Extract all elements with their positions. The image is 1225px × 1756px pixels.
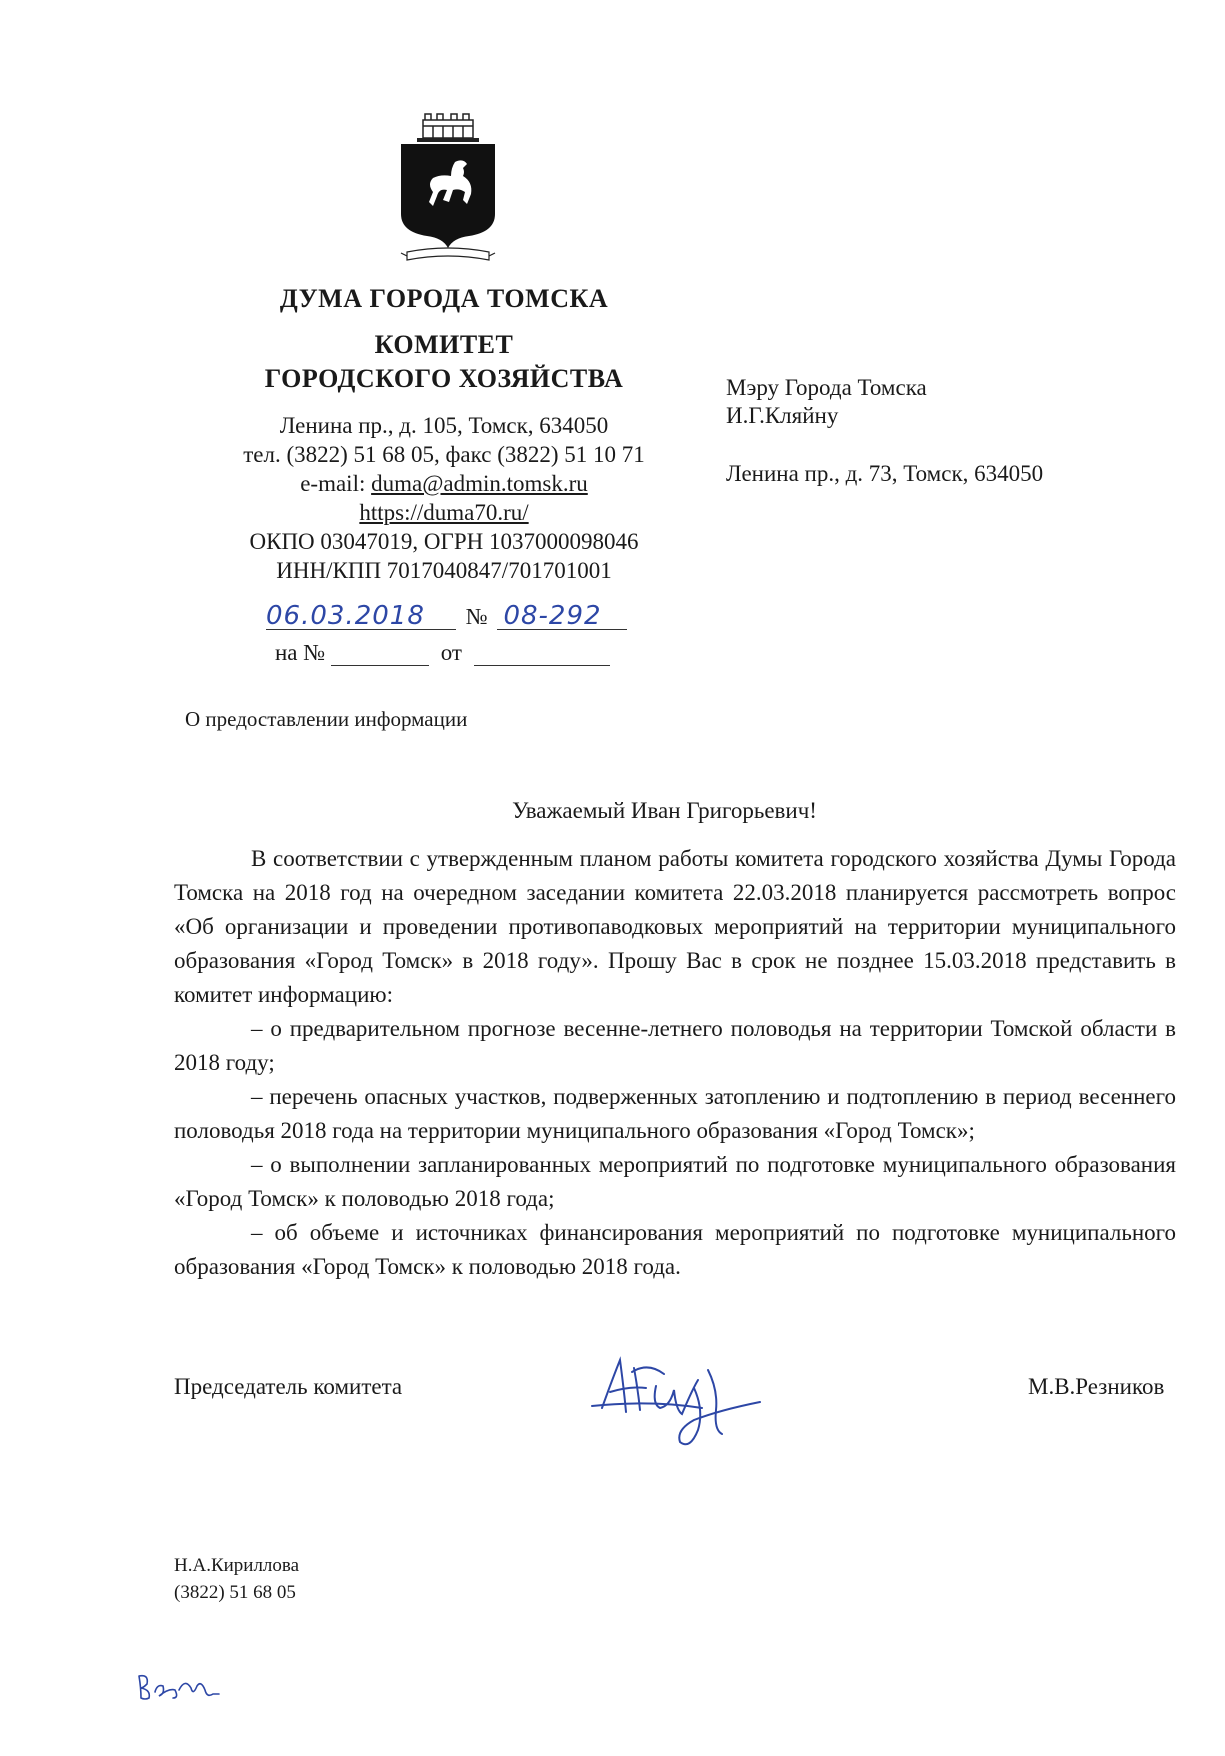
salutation <box>0 798 1225 824</box>
addressee-address: Ленина пр., д. 73, Томск, 634050 <box>726 461 1044 486</box>
email-link[interactable]: duma@admin.tomsk.ru <box>371 471 588 496</box>
coat-of-arms-emblem <box>393 112 503 277</box>
sender-okpo-ogrn: ОКПО 03047019, ОГРН 1037000098046 <box>249 529 639 554</box>
number-sign: № <box>465 604 488 629</box>
addressee-line2: И.Г.Кляйну <box>726 403 839 428</box>
committee-title-line1: КОМИТЕТ <box>374 330 514 359</box>
outgoing-reference <box>266 601 627 631</box>
executor-block <box>174 1552 299 1606</box>
handwritten-initials-mark <box>135 1668 225 1704</box>
signatory-name: М.В.Резников <box>1028 1374 1165 1399</box>
body-paragraph: – об объеме и источниках финансирования мероприятий по подготовке муниципального образования «Город Томск» к половодью 2018 года. <box>174 1220 1176 1279</box>
organization-title: ДУМА ГОРОДА ТОМСКА <box>279 284 609 313</box>
in-reply-number-blank <box>331 643 429 666</box>
email-label: e-mail: <box>300 471 372 496</box>
body-paragraph: – о выполнении запланированных мероприятий по подготовке муниципального образования «Город Томск» к половодью 2018 года; <box>174 1152 1176 1211</box>
signatory-position: Председатель комитета <box>174 1374 403 1399</box>
website-link[interactable]: https://duma70.ru/ <box>359 500 529 525</box>
in-reply-date-blank <box>474 643 610 666</box>
handwritten-number: 08-292 <box>503 601 602 631</box>
committee-title-line2: ГОРОДСКОГО ХОЗЯЙСТВА <box>264 364 624 393</box>
letter-subject: О предоставлении информации <box>185 707 468 731</box>
handwritten-date: 06.03.2018 <box>266 601 425 631</box>
sender-address: Ленина пр., д. 105, Томск, 634050 <box>279 413 609 438</box>
sender-phone: тел. (3822) 51 68 05, факс (3822) 51 10 71 <box>243 442 645 467</box>
letter-body <box>174 842 1176 1284</box>
executor-phone: (3822) 51 68 05 <box>174 1582 296 1603</box>
from-label: от <box>440 640 462 665</box>
in-reply-label: на № <box>275 640 326 665</box>
incoming-reference <box>275 640 610 666</box>
sender-inn-kpp: ИНН/КПП 7017040847/701701001 <box>276 558 612 583</box>
sender-email-line <box>198 469 690 498</box>
salutation-text: Уважаемый Иван Григорьевич! <box>512 798 817 823</box>
sender-website-line <box>198 498 690 527</box>
addressee-line1: Мэру Города Томска <box>726 375 927 400</box>
handwritten-signature <box>590 1350 770 1480</box>
body-paragraph: – перечень опасных участков, подверженных затоплению и подтоплению в период весеннего половодья 2018 года на территории муниципального образования «Город Томск»; <box>174 1084 1176 1143</box>
body-paragraph: В соответствии с утвержденным планом работы комитета городского хозяйства Думы Города Томска на 2018 год на очередном заседании комитета 22.03.2018 планируется рассмотреть вопрос «Об организации и проведении противопаводковых мероприятий на территории муниципального образования «Город Томск» в 2018 году». Прошу Вас в срок не позднее 15.03.2018 представить в комитет информацию: <box>174 846 1176 1007</box>
date-field <box>266 601 456 631</box>
executor-name: Н.А.Кириллова <box>174 1555 300 1576</box>
number-field <box>497 601 627 631</box>
body-paragraph: – о предварительном прогнозе весенне-летнего половодья на территории Томской области в 2018 году; <box>174 1016 1176 1075</box>
